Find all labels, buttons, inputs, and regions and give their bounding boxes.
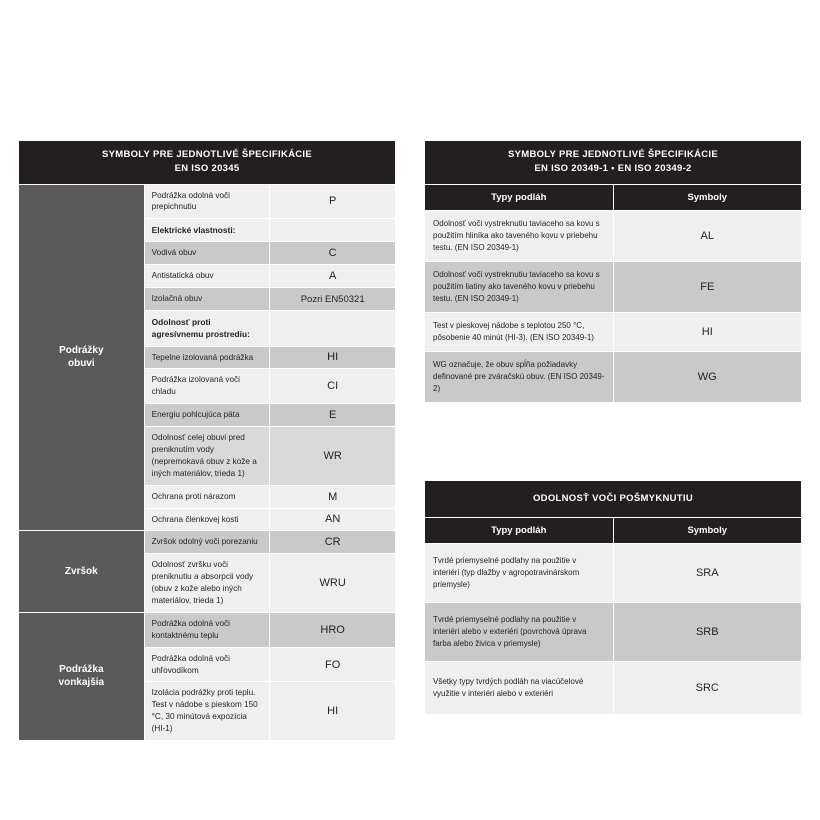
right-table-header <box>425 141 802 185</box>
row-description: Všetky typy tvrdých podláh na viacúčelové využitie v interiéri alebo v exteriéri <box>425 662 614 715</box>
left-table-header-row <box>19 141 396 185</box>
row-symbol: C <box>270 242 396 265</box>
row-description: Odolnosť zvršku voči preniknutiu a absorpcii vody (obuv z kože alebo iných materiálov, trieda 1) <box>144 554 270 613</box>
category-label-line1: Podrážky <box>59 344 104 356</box>
row-description: Tvrdé priemyselné podlahy na použitie v interiéri alebo v exteriéri (povrchová úprava farba alebo živica v priemysle) <box>425 603 614 662</box>
row-description: Odolnosť voči vystreknutiu taviaceho sa kovu s použitím hliníka ako taveného kovu v priebehu testu. (EN ISO 20349-1) <box>425 210 614 261</box>
row-symbol: P <box>270 184 396 219</box>
row-description: Zvršok odolný voči porezaniu <box>144 531 270 554</box>
right-table-column-header-row <box>425 184 802 210</box>
row-symbol: FO <box>270 647 396 682</box>
column-header-symboly: Symboly <box>613 518 802 544</box>
row-description: WG označuje, že obuv spĺňa požiadavky definované pre zváračskú obuv. (EN ISO 20349-2) <box>425 351 614 402</box>
right-header-line1: SYMBOLY PRE JEDNOTLIVÉ ŠPECIFIKÁCIE <box>507 149 719 160</box>
row-description: Energiu pohlcujúca päta <box>144 404 270 427</box>
slip-table-header: ODOLNOSŤ VOČI POŠMYKNUTIU <box>425 481 802 518</box>
row-description: Tvrdé priemyselné podlahy na použitie v interiéri (typ dlažby v agropotravinárskom priemysle) <box>425 544 614 603</box>
row-description: Elektrické vlastnosti: <box>144 219 270 242</box>
row-description: Test v pieskovej nádobe s teplotou 250 °C, pôsobenie 40 minút (HI-3). (EN ISO 20349-1) <box>425 312 614 351</box>
row-symbol: HRO <box>270 612 396 647</box>
row-description: Podrážka odolná voči prepichnutiu <box>144 184 270 219</box>
row-symbol: Pozri EN50321 <box>270 288 396 311</box>
row-symbol: M <box>270 485 396 508</box>
right-specifications-table <box>424 140 802 403</box>
row-description: Tepelne izolovaná podrážka <box>144 346 270 369</box>
row-description: Antistatická obuv <box>144 265 270 288</box>
table-row <box>19 612 396 647</box>
row-symbol: FE <box>613 261 802 312</box>
column-header-symboly: Symboly <box>613 184 802 210</box>
table-row <box>425 312 802 351</box>
row-symbol: SRB <box>613 603 802 662</box>
table-row <box>19 184 396 219</box>
category-label-line1: Zvršok <box>64 565 98 577</box>
row-symbol: HI <box>270 682 396 741</box>
left-specifications-table <box>18 140 396 741</box>
table-row <box>425 210 802 261</box>
column-header-typy-podlah: Typy podláh <box>425 518 614 544</box>
table-row <box>19 531 396 554</box>
row-description: Odolnosť proti agresívnemu prostrediu: <box>144 311 270 346</box>
category-podrazky-obuvi <box>19 184 145 531</box>
category-podrazka-vonkajsia <box>19 612 145 740</box>
row-symbol: WG <box>613 351 802 402</box>
row-symbol: CR <box>270 531 396 554</box>
row-description: Odolnosť voči vystreknutiu taviaceho sa kovu s použitím liatiny ako taveného kovu v priebehu testu. (EN ISO 20349-1) <box>425 261 614 312</box>
row-symbol: WR <box>270 427 396 486</box>
row-description: Ochrana proti nárazom <box>144 485 270 508</box>
slip-table-header-row <box>425 481 802 518</box>
category-zvrsok <box>19 531 145 612</box>
right-table-header-row <box>425 141 802 185</box>
left-header-line1: SYMBOLY PRE JEDNOTLIVÉ ŠPECIFIKÁCIE <box>101 149 313 160</box>
table-row <box>425 662 802 715</box>
slip-table-column-header-row <box>425 518 802 544</box>
left-table-header <box>19 141 396 185</box>
row-description: Vodivá obuv <box>144 242 270 265</box>
row-symbol: AL <box>613 210 802 261</box>
table-row <box>425 544 802 603</box>
row-description: Ochrana členkovej kosti <box>144 508 270 531</box>
category-label-line2: obuvi <box>67 358 95 370</box>
row-description: Izolácia podrážky proti teplu. Test v nádobe s pieskom 150 °C, 30 minútová expozícia (HI-1) <box>144 682 270 741</box>
row-symbol: HI <box>613 312 802 351</box>
row-symbol: SRA <box>613 544 802 603</box>
table-row <box>425 261 802 312</box>
row-symbol: AN <box>270 508 396 531</box>
row-symbol <box>270 219 396 242</box>
row-symbol: HI <box>270 346 396 369</box>
row-symbol <box>270 311 396 346</box>
slip-resistance-table <box>424 480 802 715</box>
category-label-line2: vonkajšia <box>58 677 105 689</box>
table-row <box>425 603 802 662</box>
row-symbol: SRC <box>613 662 802 715</box>
row-description: Podrážka izolovaná voči chladu <box>144 369 270 404</box>
right-header-line2: EN ISO 20349-1 • EN ISO 20349-2 <box>534 163 692 175</box>
row-symbol: E <box>270 404 396 427</box>
row-symbol: A <box>270 265 396 288</box>
row-description: Podrážka odolná voči uhľovodíkom <box>144 647 270 682</box>
row-description: Podrážka odolná voči kontaktnému teplu <box>144 612 270 647</box>
row-description: Izolačná obuv <box>144 288 270 311</box>
category-label-line1: Podrážka <box>59 663 104 675</box>
row-symbol: WRU <box>270 554 396 613</box>
row-description: Odolnosť celej obuvi pred preniknutím vody (nepremokavá obuv z kože a iných materiálov, trieda 1) <box>144 427 270 486</box>
table-row <box>425 351 802 402</box>
column-header-typy-podlah: Typy podláh <box>425 184 614 210</box>
row-symbol: CI <box>270 369 396 404</box>
left-header-line2: EN ISO 20345 <box>174 163 240 175</box>
